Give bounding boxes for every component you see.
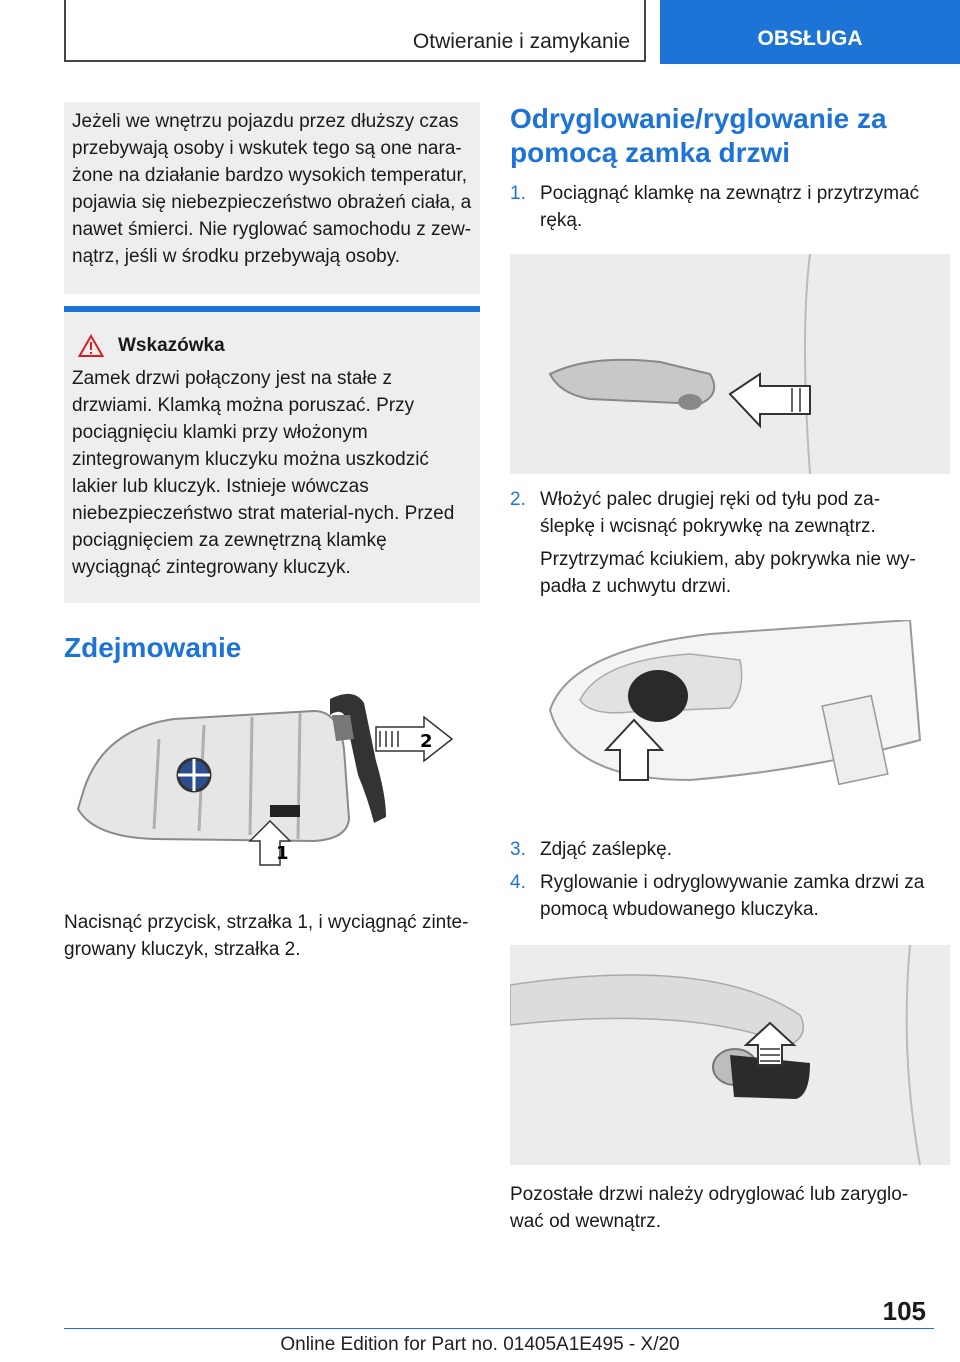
door-handle-pull-figure xyxy=(510,254,950,474)
step-number: 2. xyxy=(510,489,526,510)
step-3 xyxy=(510,836,930,863)
steps-list-b xyxy=(510,486,930,600)
step-number: 4. xyxy=(510,872,526,893)
warning-text: Jeżeli we wnętrzu pojazdu przez dłuższy czas przebywają osoby i wskutek tego są one nara-żone na działanie bardzo wysokich temperatur, pojawia się niebezpieczeństwo obrażeń ciała, a nawet śmierci. Nie ryglować samochodu z zew-nątrz, jeśli w środku przebywają osoby. xyxy=(72,111,472,267)
step-text: Ryglowanie i odryglowywanie zamka drzwi za pomocą wbudowanego kluczyka. xyxy=(540,872,925,920)
right-column xyxy=(510,102,930,1235)
warning-box xyxy=(64,102,480,294)
note-box xyxy=(64,306,480,603)
figure-label-2: 2 xyxy=(420,731,433,752)
step-text: Zdjąć zaślepkę. xyxy=(540,839,673,860)
step-text: Pociągnąć klamkę na zewnątrz i przytrzymać ręką. xyxy=(540,183,920,231)
cap-removal-figure xyxy=(510,620,930,810)
note-heading: Wskazówka xyxy=(118,335,225,356)
header-tab[interactable]: OBSŁUGA xyxy=(660,0,960,64)
step-1 xyxy=(510,180,930,234)
warning-triangle-icon xyxy=(78,334,104,358)
step-number: 1. xyxy=(510,183,526,204)
step-extra-text: Przytrzymać kciukiem, aby pokrywka nie wy-padła z uchwytu drzwi. xyxy=(540,549,916,597)
note-heading-row xyxy=(72,332,472,359)
footer-divider xyxy=(64,1328,934,1329)
footer-edition-text: Online Edition for Part no. 01405A1E495 - X/20 xyxy=(280,1334,680,1355)
note-text: Zamek drzwi połączony jest na stałe z drzwiami. Klamką można poruszać. Przy pociągnięciu klamki przy włożonym zintegrowanym kluczyku można uszkodzić lakier lub kluczyk. Istnieje wówczas niebezpieczeństwo strat material-nych. Przed pociągnięciem za zewnętrzną klamkę wyciągnąć zintegrowany kluczyk. xyxy=(72,368,455,578)
step-2 xyxy=(510,486,930,600)
door-handle-illustration xyxy=(510,254,950,474)
header-frame xyxy=(64,0,646,62)
page-number: 105 xyxy=(882,1296,926,1326)
closing-text: Pozostałe drzwi należy odryglować lub zaryglo-wać od wewnątrz. xyxy=(510,1184,909,1232)
removal-heading: Zdejmowanie xyxy=(64,632,242,663)
door-cap-illustration xyxy=(510,620,930,810)
header-section-title: Otwieranie i zamykanie xyxy=(412,30,630,53)
steps-list-a xyxy=(510,180,930,234)
key-in-lock-figure xyxy=(510,945,950,1165)
left-column xyxy=(64,102,480,963)
unlock-heading: Odryglowanie/ryglowanie za pomocą zamka drzwi xyxy=(510,103,887,168)
removal-caption: Nacisnąć przycisk, strzałka 1, i wyciągnąć zinte-growany kluczyk, strzałka 2. xyxy=(64,912,469,960)
key-removal-figure xyxy=(64,689,480,879)
lock-illustration xyxy=(510,945,950,1165)
steps-list-c xyxy=(510,836,930,923)
step-text: Włożyć palec drugiej ręki od tyłu pod za-ślepkę i wcisnąć pokrywkę na zewnątrz. xyxy=(540,489,881,537)
step-4 xyxy=(510,869,930,923)
key-illustration xyxy=(64,689,480,879)
figure-label-1: 1 xyxy=(276,843,289,864)
step-number: 3. xyxy=(510,839,526,860)
